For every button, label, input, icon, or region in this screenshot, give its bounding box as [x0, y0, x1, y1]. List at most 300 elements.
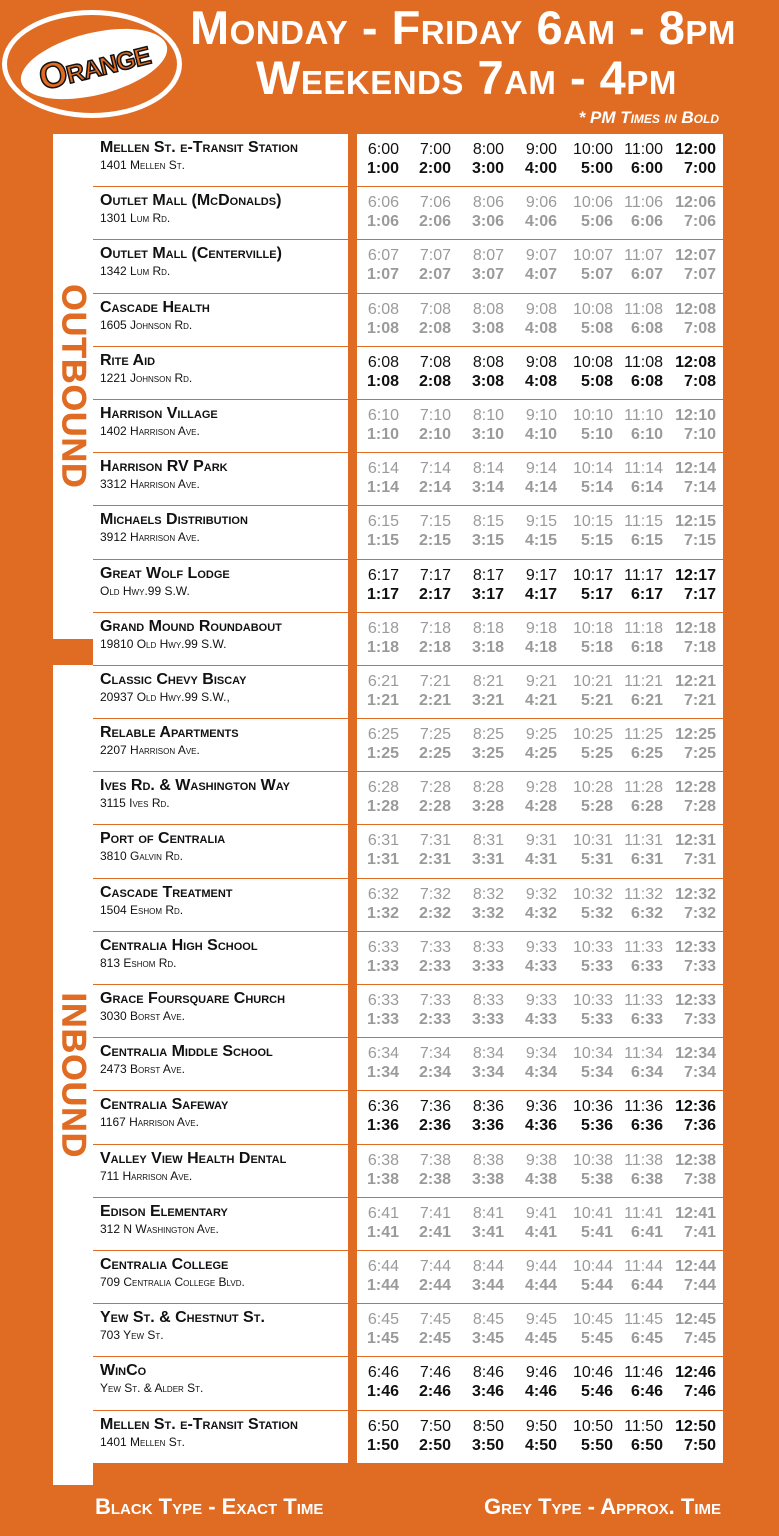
time-cell: 7:08 — [419, 300, 451, 318]
time-cell: 7:31 — [419, 832, 451, 850]
time-cell: 4:21 — [524, 691, 557, 709]
time-cell: 3:44 — [471, 1276, 504, 1294]
route-logo-text: Orange — [34, 31, 154, 98]
time-cell: 7:28 — [419, 779, 451, 797]
time-row — [357, 1198, 723, 1251]
time-cell: 9:28 — [525, 779, 557, 797]
time-cell: 3:08 — [471, 372, 504, 390]
time-cell: 7:25 — [419, 726, 451, 744]
time-cell: 3:50 — [471, 1436, 504, 1454]
stop-name: Ives Rd. & Washington Way — [100, 777, 291, 795]
time-cell: 10:18 — [572, 619, 613, 637]
time-cell: 2:50 — [418, 1436, 451, 1454]
am-times — [357, 1310, 723, 1329]
stop-name: Grand Mound Roundabout — [100, 617, 282, 635]
stop-name: Classic Chevy Biscay — [100, 670, 247, 688]
stop-row — [93, 1198, 348, 1251]
am-times — [357, 1363, 723, 1382]
time-cell: 3:32 — [471, 904, 504, 922]
time-cell: 8:17 — [472, 566, 504, 584]
time-cell: 7:15 — [683, 532, 716, 550]
time-cell: 6:00 — [367, 141, 399, 158]
time-cell: 6:06 — [630, 213, 663, 231]
am-times — [357, 672, 723, 691]
time-cell: 12:46 — [675, 1364, 716, 1382]
time-cell: 1:28 — [366, 798, 399, 816]
time-cell: 9:08 — [525, 300, 557, 318]
time-cell: 4:25 — [524, 745, 557, 763]
time-cell: 11:38 — [624, 1151, 663, 1169]
time-cell: 8:25 — [472, 726, 504, 744]
time-cell: 3:00 — [471, 160, 504, 177]
time-cell: 10:14 — [572, 460, 613, 478]
time-cell: 11:45 — [624, 1311, 663, 1329]
time-cell: 8:06 — [472, 194, 504, 212]
time-cell: 2:15 — [418, 532, 451, 550]
time-cell: 6:50 — [367, 1417, 399, 1435]
time-cell: 1:08 — [366, 319, 399, 337]
time-cell: 11:17 — [624, 566, 663, 584]
am-times — [357, 406, 723, 425]
time-row — [357, 294, 723, 347]
time-cell: 12:45 — [675, 1311, 716, 1329]
time-cell: 5:15 — [580, 532, 613, 550]
time-cell: 12:34 — [675, 1045, 716, 1063]
time-cell: 7:07 — [419, 247, 451, 265]
time-cell: 5:17 — [580, 585, 613, 603]
pm-times — [357, 638, 723, 657]
time-cell: 6:46 — [367, 1364, 399, 1382]
stop-name: Port of Centralia — [100, 830, 226, 848]
pm-times — [357, 319, 723, 338]
time-cell: 3:06 — [471, 213, 504, 231]
am-times — [357, 991, 723, 1010]
time-cell: 10:10 — [572, 406, 613, 424]
pm-times — [357, 585, 723, 604]
time-cell: 7:00 — [683, 160, 716, 177]
time-row — [357, 240, 723, 293]
stop-row — [93, 347, 348, 400]
stop-row — [93, 560, 348, 613]
time-cell: 11:28 — [624, 779, 663, 797]
time-cell: 6:41 — [630, 1223, 663, 1241]
am-times — [357, 512, 723, 531]
time-cell: 12:33 — [675, 992, 716, 1009]
time-cell: 7:34 — [683, 1064, 716, 1082]
time-row — [357, 1357, 723, 1410]
stop-name: Mellen St. e-Transit Station — [100, 1415, 298, 1433]
time-cell: 12:32 — [675, 885, 716, 903]
stop-name: Mellen St. e-Transit Station — [100, 139, 298, 156]
am-times — [357, 885, 723, 904]
time-cell: 9:41 — [525, 1204, 557, 1222]
time-cell: 4:28 — [524, 798, 557, 816]
time-cell: 3:46 — [471, 1383, 504, 1401]
time-cell: 5:34 — [580, 1064, 613, 1082]
time-cell: 6:14 — [367, 460, 399, 478]
pm-times — [357, 744, 723, 763]
stop-address: 703 Yew St. — [100, 1328, 164, 1343]
time-cell: 2:33 — [418, 957, 451, 975]
time-cell: 11:00 — [624, 141, 663, 158]
time-cell: 4:06 — [524, 213, 557, 231]
stop-row — [93, 719, 348, 772]
time-cell: 8:45 — [472, 1311, 504, 1329]
time-cell: 6:10 — [367, 406, 399, 424]
time-row — [357, 932, 723, 985]
time-cell: 10:00 — [572, 141, 613, 158]
time-cell: 3:41 — [471, 1223, 504, 1241]
time-cell: 11:46 — [624, 1364, 663, 1382]
time-cell: 10:50 — [572, 1417, 613, 1435]
pm-times — [357, 1010, 723, 1029]
time-row — [357, 1145, 723, 1198]
time-cell: 7:25 — [683, 745, 716, 763]
time-cell: 7:14 — [419, 460, 451, 478]
time-row — [357, 985, 723, 1038]
am-times — [357, 725, 723, 744]
time-cell: 4:18 — [524, 638, 557, 656]
stop-name: Rite Aid — [100, 351, 156, 369]
time-cell: 8:08 — [472, 300, 504, 318]
time-cell: 8:07 — [472, 247, 504, 265]
time-cell: 6:08 — [367, 353, 399, 371]
time-row — [357, 772, 723, 825]
time-cell: 6:18 — [630, 638, 663, 656]
time-cell: 9:34 — [525, 1045, 557, 1063]
time-cell: 1:41 — [366, 1223, 399, 1241]
time-cell: 2:45 — [418, 1330, 451, 1348]
time-cell: 12:07 — [675, 247, 716, 265]
time-cell: 9:36 — [525, 1098, 557, 1116]
time-row — [357, 1091, 723, 1144]
time-cell: 11:41 — [624, 1204, 663, 1222]
time-cell: 10:28 — [572, 779, 613, 797]
time-cell: 4:14 — [524, 479, 557, 497]
time-cell: 1:21 — [366, 691, 399, 709]
pm-times — [357, 1329, 723, 1348]
time-cell: 6:41 — [367, 1204, 399, 1222]
time-cell: 2:46 — [418, 1383, 451, 1401]
time-cell: 5:08 — [580, 319, 613, 337]
time-cell: 6:33 — [367, 992, 399, 1009]
time-cell: 1:33 — [366, 1011, 399, 1028]
time-cell: 11:31 — [624, 832, 663, 850]
stop-name: Edison Elementary — [100, 1202, 228, 1220]
pm-times — [357, 425, 723, 444]
time-cell: 7:44 — [683, 1276, 716, 1294]
stop-address: 1401 Mellen St. — [100, 158, 185, 172]
time-cell: 2:33 — [418, 1011, 451, 1028]
time-cell: 6:28 — [367, 779, 399, 797]
time-cell: 8:18 — [472, 619, 504, 637]
time-cell: 1:32 — [366, 904, 399, 922]
time-row — [357, 1411, 723, 1464]
stop-address: 3115 Ives Rd. — [100, 796, 170, 811]
pm-times — [357, 1063, 723, 1082]
time-cell: 5:00 — [580, 160, 613, 177]
time-cell: 9:08 — [525, 353, 557, 371]
time-cell: 8:32 — [472, 885, 504, 903]
time-cell: 6:45 — [367, 1311, 399, 1329]
time-cell: 1:18 — [366, 638, 399, 656]
time-cell: 2:32 — [418, 904, 451, 922]
time-cell: 7:10 — [419, 406, 451, 424]
time-cell: 7:33 — [419, 938, 451, 956]
time-cell: 6:17 — [630, 585, 663, 603]
time-cell: 6:08 — [367, 300, 399, 318]
time-cell: 1:36 — [366, 1117, 399, 1135]
time-cell: 10:15 — [572, 513, 613, 531]
time-cell: 9:15 — [525, 513, 557, 531]
stop-name: Centralia College — [100, 1255, 229, 1273]
pm-times — [357, 904, 723, 923]
time-cell: 11:10 — [624, 406, 663, 424]
time-cell: 7:32 — [683, 904, 716, 922]
time-cell: 6:36 — [630, 1117, 663, 1135]
time-grid — [357, 134, 723, 1464]
time-cell: 9:31 — [525, 832, 557, 850]
time-cell: 5:41 — [580, 1223, 613, 1241]
time-cell: 6:50 — [630, 1436, 663, 1454]
time-cell: 3:25 — [471, 745, 504, 763]
time-cell: 12:17 — [675, 566, 716, 584]
time-row — [357, 825, 723, 878]
time-cell: 3:38 — [471, 1170, 504, 1188]
time-cell: 4:00 — [524, 160, 557, 177]
am-times — [357, 1097, 723, 1116]
time-cell: 6:33 — [630, 1011, 663, 1028]
time-cell: 5:06 — [580, 213, 613, 231]
time-cell: 9:00 — [525, 141, 557, 158]
time-cell: 4:45 — [524, 1330, 557, 1348]
time-cell: 5:08 — [580, 372, 613, 390]
time-cell: 5:38 — [580, 1170, 613, 1188]
stop-name: Harrison Village — [100, 404, 218, 422]
time-cell: 5:10 — [580, 425, 613, 443]
time-cell: 7:07 — [683, 266, 716, 284]
stop-name: Centralia High School — [100, 936, 258, 954]
time-row — [357, 666, 723, 719]
time-cell: 9:07 — [525, 247, 557, 265]
time-cell: 2:00 — [418, 160, 451, 177]
legend-exact: Black Type - Exact Time — [95, 1494, 324, 1519]
time-cell: 10:44 — [572, 1257, 613, 1275]
time-cell: 6:06 — [367, 194, 399, 212]
time-cell: 3:28 — [471, 798, 504, 816]
time-cell: 7:46 — [683, 1383, 716, 1401]
time-cell: 7:32 — [419, 885, 451, 903]
time-cell: 10:36 — [572, 1098, 613, 1116]
time-cell: 6:34 — [630, 1064, 663, 1082]
am-times — [357, 300, 723, 319]
time-cell: 7:21 — [419, 672, 451, 690]
stop-address: 1301 Lum Rd. — [100, 211, 171, 226]
time-cell: 12:44 — [675, 1257, 716, 1275]
time-cell: 4:32 — [524, 904, 557, 922]
stop-address: Old Hwy.99 S.W. — [100, 583, 190, 598]
legend-approx: Grey Type - Approx. Time — [484, 1494, 721, 1519]
outbound-label: OUTBOUND — [54, 284, 93, 489]
time-cell: 7:34 — [419, 1045, 451, 1063]
stop-address: 3312 Harrison Ave. — [100, 477, 200, 492]
time-cell: 7:33 — [419, 992, 451, 1009]
time-row — [357, 1304, 723, 1357]
time-cell: 5:25 — [580, 745, 613, 763]
stop-name: Cascade Treatment — [100, 883, 233, 901]
time-cell: 6:15 — [630, 532, 663, 550]
time-cell: 10:07 — [572, 247, 613, 265]
time-cell: 12:08 — [675, 300, 716, 318]
time-cell: 12:36 — [675, 1098, 716, 1116]
time-cell: 2:06 — [418, 213, 451, 231]
time-cell: 10:25 — [572, 726, 613, 744]
stop-row — [93, 772, 348, 825]
time-cell: 11:33 — [624, 938, 663, 956]
pm-times — [357, 691, 723, 710]
time-cell: 2:31 — [418, 851, 451, 869]
pm-times — [357, 1170, 723, 1189]
time-cell: 1:17 — [366, 585, 399, 603]
pm-note: * PM Times in Bold — [578, 108, 719, 127]
stop-row — [93, 1145, 348, 1198]
time-cell: 2:21 — [418, 691, 451, 709]
am-times — [357, 778, 723, 797]
stop-row — [93, 506, 348, 559]
am-times — [357, 1044, 723, 1063]
time-cell: 2:44 — [418, 1276, 451, 1294]
pm-times — [357, 1116, 723, 1135]
time-cell: 2:17 — [418, 585, 451, 603]
time-cell: 6:21 — [367, 672, 399, 690]
time-row — [357, 1251, 723, 1304]
pm-times — [357, 1382, 723, 1401]
time-cell: 8:15 — [472, 513, 504, 531]
time-cell: 9:45 — [525, 1311, 557, 1329]
stop-row — [93, 825, 348, 878]
am-times — [357, 831, 723, 850]
time-cell: 6:15 — [367, 513, 399, 531]
pm-times — [357, 478, 723, 497]
pm-times — [357, 797, 723, 816]
stop-address: 1504 Eshom Rd. — [100, 902, 184, 917]
time-cell: 2:10 — [418, 425, 451, 443]
time-cell: 1:34 — [366, 1064, 399, 1082]
time-cell: 1:44 — [366, 1276, 399, 1294]
time-cell: 10:33 — [572, 938, 613, 956]
time-cell: 7:45 — [419, 1311, 451, 1329]
time-cell: 6:07 — [630, 266, 663, 284]
time-cell: 10:06 — [572, 194, 613, 212]
time-cell: 1:31 — [366, 851, 399, 869]
time-cell: 2:36 — [418, 1117, 451, 1135]
time-cell: 3:33 — [471, 957, 504, 975]
time-cell: 2:34 — [418, 1064, 451, 1082]
time-cell: 4:33 — [524, 957, 557, 975]
time-cell: 6:08 — [630, 319, 663, 337]
stop-name: Great Wolf Lodge — [100, 564, 230, 582]
time-cell: 6:32 — [630, 904, 663, 922]
am-times — [357, 1417, 723, 1436]
time-cell: 5:50 — [580, 1436, 613, 1454]
time-cell: 8:31 — [472, 832, 504, 850]
time-cell: 9:25 — [525, 726, 557, 744]
time-cell: 2:28 — [418, 798, 451, 816]
time-cell: 8:33 — [472, 992, 504, 1009]
time-cell: 10:46 — [572, 1364, 613, 1382]
time-cell: 12:18 — [675, 619, 716, 637]
stop-name: Valley View Health Dental — [100, 1149, 287, 1167]
time-cell: 9:14 — [525, 460, 557, 478]
time-cell: 9:17 — [525, 566, 557, 584]
time-cell: 1:50 — [366, 1436, 399, 1454]
pm-times — [357, 1436, 723, 1455]
inbound-label: INBOUND — [54, 992, 93, 1158]
time-cell: 7:08 — [419, 353, 451, 371]
time-cell: 1:33 — [366, 957, 399, 975]
time-cell: 4:50 — [524, 1436, 557, 1454]
time-cell: 7:36 — [419, 1098, 451, 1116]
stop-row — [93, 1411, 348, 1464]
time-cell: 8:08 — [472, 353, 504, 371]
stop-row — [93, 1251, 348, 1304]
time-row — [357, 453, 723, 506]
time-cell: 7:15 — [419, 513, 451, 531]
time-cell: 6:25 — [367, 726, 399, 744]
stop-row — [93, 985, 348, 1038]
time-cell: 10:17 — [572, 566, 613, 584]
time-cell: 9:33 — [525, 992, 557, 1009]
time-cell: 8:33 — [472, 938, 504, 956]
time-cell: 11:25 — [624, 726, 663, 744]
time-cell: 8:50 — [472, 1417, 504, 1435]
time-cell: 3:33 — [471, 1011, 504, 1028]
time-cell: 7:38 — [683, 1170, 716, 1188]
time-cell: 5:07 — [580, 266, 613, 284]
time-cell: 6:10 — [630, 425, 663, 443]
time-cell: 4:08 — [524, 319, 557, 337]
am-times — [357, 938, 723, 957]
time-cell: 6:34 — [367, 1045, 399, 1063]
route-logo — [2, 10, 182, 118]
time-cell: 9:18 — [525, 619, 557, 637]
time-cell: 12:38 — [675, 1151, 716, 1169]
time-cell: 6:14 — [630, 479, 663, 497]
time-cell: 4:08 — [524, 372, 557, 390]
stop-name: Michaels Distribution — [100, 511, 248, 529]
time-cell: 3:08 — [471, 319, 504, 337]
time-cell: 10:38 — [572, 1151, 613, 1169]
time-cell: 5:33 — [580, 1011, 613, 1028]
time-cell: 5:32 — [580, 904, 613, 922]
weekend-hours: Weekends 7am - 4pm — [256, 51, 677, 104]
pm-times — [357, 957, 723, 976]
time-cell: 7:17 — [683, 585, 716, 603]
time-cell: 10:45 — [572, 1311, 613, 1329]
time-cell: 3:15 — [471, 532, 504, 550]
stop-name: Centralia Middle School — [100, 1043, 273, 1061]
time-cell: 6:46 — [630, 1383, 663, 1401]
time-cell: 7:50 — [683, 1436, 716, 1454]
am-times — [357, 566, 723, 585]
time-cell: 8:41 — [472, 1204, 504, 1222]
time-cell: 1:14 — [366, 479, 399, 497]
time-row — [357, 719, 723, 772]
stop-name: Cascade Health — [100, 298, 210, 316]
time-cell: 11:15 — [624, 513, 663, 531]
time-row — [357, 347, 723, 400]
stop-address: 3030 Borst Ave. — [100, 1009, 185, 1023]
